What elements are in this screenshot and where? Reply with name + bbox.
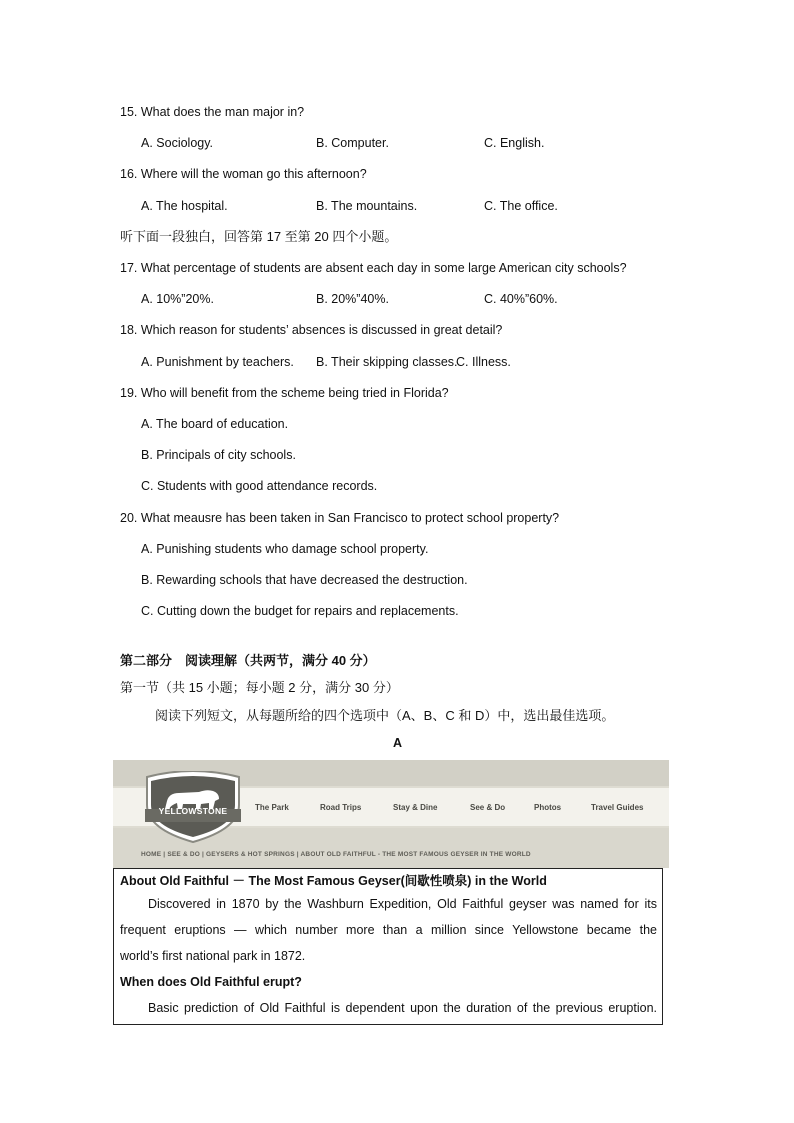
question-17-option-c: C. 40%”60%. [484, 292, 558, 306]
passage-label: A [393, 736, 403, 750]
question-17-stem: 17. What percentage of students are absent each day in some large American city schools? [120, 261, 627, 275]
question-15-option-c: C. English. [484, 136, 545, 150]
question-18-option-a: A. Punishment by teachers. [141, 355, 294, 369]
question-18-option-c: C. Illness. [456, 355, 511, 369]
question-18-stem: 18. Which reason for students’ absences is discussed in great detail? [120, 323, 503, 337]
question-16-option-a: A. The hospital. [141, 199, 228, 213]
nav-road-trips[interactable]: Road Trips [320, 803, 362, 812]
section-one-title: 第一节（共 15 小题；每小题 2 分，满分 30 分） [120, 680, 399, 695]
question-15-stem: 15. What does the man major in? [120, 105, 305, 119]
question-20-option-b: B. Rewarding schools that have decreased the destruction. [141, 573, 468, 587]
nav-see-do[interactable]: See & Do [470, 803, 506, 812]
question-15-option-b: B. Computer. [316, 136, 389, 150]
yellowstone-banner [113, 760, 669, 868]
breadcrumb[interactable]: HOME | SEE & DO | GEYSERS & HOT SPRINGS | ABOUT OLD FAITHFUL - THE MOST FAMOUS GEYSER IN THE WORLD [141, 851, 531, 858]
article-para1-line2: frequent eruptions — which number more than a million since Yellowstone became the [120, 923, 657, 937]
listening-instruction: 听下面一段独白，回答第 17 至第 20 四个小题。 [120, 229, 398, 244]
question-16-stem: 16. Where will the woman go this afternoon? [120, 167, 367, 181]
nav-stay-dine[interactable]: Stay & Dine [393, 803, 438, 812]
article-para2-line1: Basic prediction of Old Faithful is dependent upon the duration of the previous eruption. [148, 1001, 657, 1015]
question-19-stem: 19. Who will benefit from the scheme being tried in Florida? [120, 386, 449, 400]
article-subheading: When does Old Faithful erupt? [120, 975, 302, 989]
question-20-option-c: C. Cutting down the budget for repairs and replacements. [141, 604, 459, 618]
question-19-option-b: B. Principals of city schools. [141, 448, 296, 462]
question-16-option-c: C. The office. [484, 199, 558, 213]
article-heading: About Old Faithful － The Most Famous Geyser(间歇性喷泉) in the World [120, 874, 547, 888]
question-18-option-b: B. Their skipping classes. [316, 355, 458, 369]
question-16-option-b: B. The mountains. [316, 199, 418, 213]
article-para1-line1: Discovered in 1870 by the Washburn Expedition, Old Faithful geyser was named for its [148, 897, 657, 911]
question-20-option-a: A. Punishing students who damage school property. [141, 542, 429, 556]
nav-the-park[interactable]: The Park [255, 803, 289, 812]
question-17-option-b: B. 20%”40%. [316, 292, 389, 306]
question-19-option-c: C. Students with good attendance records. [141, 479, 378, 493]
logo-text: YELLOWSTONE [158, 806, 228, 816]
question-20-stem: 20. What meausre has been taken in San Francisco to protect school property? [120, 511, 560, 525]
part-two-title: 第二部分 阅读理解（共两节，满分 40 分） [120, 653, 376, 668]
question-17-option-a: A. 10%”20%. [141, 292, 214, 306]
question-15-option-a: A. Sociology. [141, 136, 214, 150]
reading-instruction: 阅读下列短文，从每题所给的四个选项中（A、B、C 和 D）中，选出最佳选项。 [155, 708, 615, 723]
article-para1-line3: world’s first national park in 1872. [120, 949, 306, 963]
nav-photos[interactable]: Photos [534, 803, 562, 812]
question-19-option-a: A. The board of education. [141, 417, 289, 431]
nav-travel-guides[interactable]: Travel Guides [591, 803, 644, 812]
